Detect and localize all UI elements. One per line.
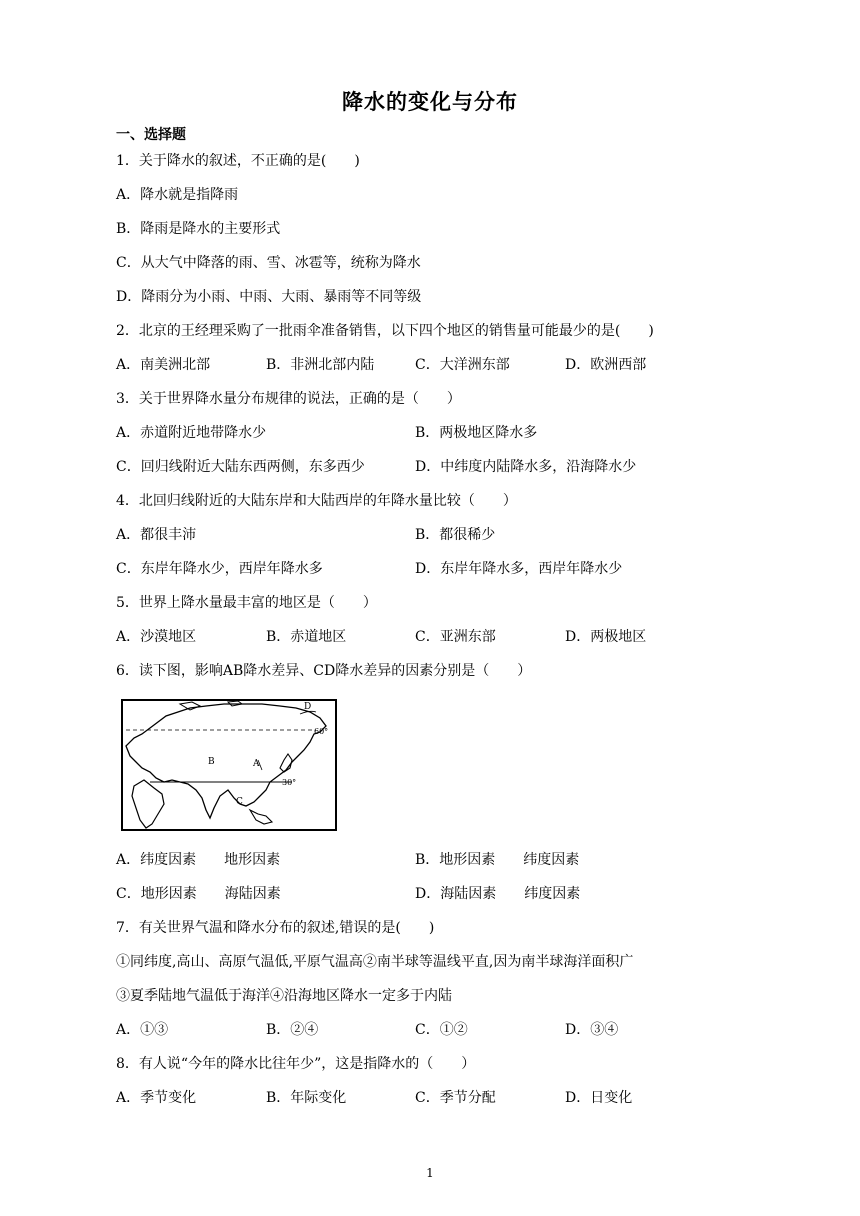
question-7-statement-2: ③夏季陆地气温低于海洋④沿海地区降水一定多于内陆 [116,988,452,1004]
question-4-option-c[interactable]: C．东岸年降水少，西岸年降水多 [116,561,323,577]
question-8-option-d[interactable]: D．日变化 [565,1090,633,1106]
question-2-option-d[interactable]: D．欧洲西部 [565,357,647,373]
question-5-stem: 5．世界上降水量最丰富的地区是（ ） [116,595,377,611]
question-6-option-b[interactable]: B．地形因素 纬度因素 [415,852,580,868]
question-8-option-b[interactable]: B．年际变化 [266,1090,347,1106]
question-3-option-a[interactable]: A．赤道附近地带降水少 [116,425,267,441]
question-7-option-c[interactable]: C．①② [415,1022,468,1038]
question-7-option-a[interactable]: A．①③ [116,1022,169,1038]
label-b: B [208,757,215,767]
question-5-option-d[interactable]: D．两极地区 [565,629,647,645]
question-4-option-a[interactable]: A．都很丰沛 [116,527,197,543]
question-1-option-d[interactable]: D．降雨分为小雨、中雨、大雨、暴雨等不同等级 [116,289,422,305]
label-60: 60° [314,727,329,736]
question-2-option-a[interactable]: A．南美洲北部 [116,357,211,373]
question-5-option-a[interactable]: A．沙漠地区 [116,629,197,645]
label-d: D [304,702,312,712]
question-7-option-d[interactable]: D．③④ [565,1022,619,1038]
question-8-stem: 8．有人说“今年的降水比往年少”，这是指降水的（ ） [116,1056,476,1072]
question-7-stem: 7．有关世界气温和降水分布的叙述,错误的是( ) [116,920,435,936]
question-1-option-a[interactable]: A．降水就是指降雨 [116,187,239,203]
question-7-option-b[interactable]: B．②④ [266,1022,319,1038]
question-2-option-b[interactable]: B．非洲北部内陆 [266,357,375,373]
question-3-stem: 3．关于世界降水量分布规律的说法，正确的是（ ） [116,391,461,407]
question-6-option-d[interactable]: D．海陆因素 纬度因素 [415,886,581,902]
asia-map-figure [120,698,338,832]
section-heading: 一、选择题 [116,127,186,143]
label-a: A [253,759,260,769]
question-2-stem: 2．北京的王经理采购了一批雨伞准备销售，以下四个地区的销售量可能最少的是( ) [116,323,654,339]
label-c: C [236,797,243,807]
document-title: 降水的变化与分布 [342,90,518,114]
page-number: 1 [426,1166,434,1180]
question-2-option-c[interactable]: C．大洋洲东部 [415,357,510,373]
question-7-statement-1: ①同纬度,高山、高原气温低,平原气温高②南半球等温线平直,因为南半球海洋面积广 [116,954,634,970]
question-1-option-b[interactable]: B．降雨是降水的主要形式 [116,221,281,237]
question-1-option-c[interactable]: C．从大气中降落的雨、雪、冰雹等，统称为降水 [116,255,421,271]
question-8-option-c[interactable]: C．季节分配 [415,1090,496,1106]
question-5-option-c[interactable]: C．亚洲东部 [415,629,496,645]
question-6-stem: 6．读下图，影响AB降水差异、CD降水差异的因素分别是（ ） [116,663,532,679]
question-8-option-a[interactable]: A．季节变化 [116,1090,197,1106]
question-4-stem: 4．北回归线附近的大陆东岸和大陆西岸的年降水量比较（ ） [116,493,517,509]
question-1-stem: 1．关于降水的叙述，不正确的是( ) [116,153,360,169]
question-3-option-b[interactable]: B．两极地区降水多 [415,425,538,441]
question-4-option-b[interactable]: B．都很稀少 [415,527,496,543]
question-3-option-d[interactable]: D．中纬度内陆降水多，沿海降水少 [415,459,637,475]
question-4-option-d[interactable]: D．东岸年降水多，西岸年降水少 [415,561,623,577]
question-3-option-c[interactable]: C．回归线附近大陆东西两侧，东多西少 [116,459,365,475]
question-6-option-a[interactable]: A．纬度因素 地形因素 [116,852,281,868]
label-30: 30° [282,778,297,787]
map-frame [122,700,336,830]
question-5-option-b[interactable]: B．赤道地区 [266,629,347,645]
question-6-option-c[interactable]: C．地形因素 海陆因素 [116,886,281,902]
